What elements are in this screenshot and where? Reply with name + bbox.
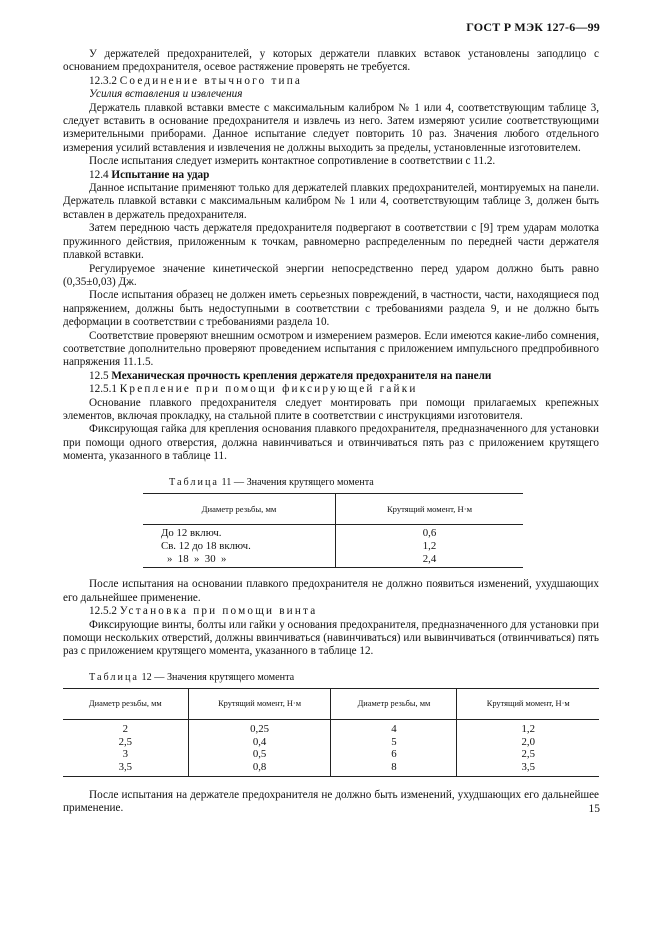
- section-title: Испытание на удар: [111, 168, 210, 181]
- section-heading-12-5-2: [63, 605, 599, 618]
- paragraph: Фиксирующие винты, болты или гайки у основания предохранителя, предназначенного для установки при помощи нескольких отверстий, должны ввинчиваться (навинчиваться) или вывинчиваться (отвинчиваться) пять раз с приложением крутящего момента, указанного в таблице 12.: [63, 618, 599, 658]
- table-row: [63, 748, 599, 761]
- document-body: [63, 48, 599, 815]
- section-heading-12-3-2: [63, 75, 599, 88]
- table-row: [143, 525, 523, 540]
- table-label: Таблица: [89, 671, 139, 683]
- table-12-caption: [63, 671, 599, 684]
- table-cell: 2,4: [336, 553, 524, 568]
- table-caption-text: 12 — Значения крутящего момента: [141, 671, 295, 683]
- section-number: 12.5.2: [89, 605, 117, 618]
- table-row: [63, 720, 599, 736]
- column-header: Крутящий момент, Н·м: [336, 494, 524, 525]
- section-number: 12.4: [89, 168, 109, 181]
- paragraph: Затем переднюю часть держателя предохранителя подвергают в соответствии с [9] трем ударам молотка пружинного действия, приложенным к точкам, равномерно распределенным по передней части держателя плавкой вставки.: [63, 222, 599, 262]
- section-number: 12.5.1: [89, 383, 117, 396]
- table-cell: 0,4: [188, 736, 331, 749]
- section-title: Соединение втычного типа: [119, 74, 303, 87]
- table-cell: 5: [331, 736, 457, 749]
- paragraph: После испытания на основании плавкого предохранителя не должно появиться изменений, ухудшающих его дальнейшее применение.: [63, 578, 599, 604]
- section-title: Установка при помощи винта: [119, 605, 318, 618]
- paragraph: Регулируемое значение кинетической энергии непосредственно перед ударом должно быть равно (0,35±0,03) Дж.: [63, 262, 599, 288]
- table-cell: 3: [63, 748, 188, 761]
- table-cell: » 18 » 30 »: [143, 553, 336, 568]
- paragraph: После испытания следует измерить контактное сопротивление в соответствии с 11.2.: [89, 155, 496, 168]
- section-heading-12-4: [63, 169, 599, 182]
- paragraph: После испытания на держателе предохранителя не должно быть изменений, ухудшающих его дальнейшее применение.: [63, 788, 599, 815]
- column-header: Диаметр резьбы, мм: [143, 494, 336, 525]
- table-cell: Св. 12 до 18 включ.: [143, 540, 336, 553]
- table-cell: 3,5: [457, 761, 599, 776]
- table-row: [143, 540, 523, 553]
- table-row: [143, 553, 523, 568]
- table-cell: 6: [331, 748, 457, 761]
- paragraph: Держатель плавкой вставки вместе с максимальным калибром № 1 или 4, соответствующим таблице 3, следует вставить в основание предохранителя и извлечь из него. Затем измеряют усилие соответствующими измерительными приборами. Данное испытание следует повторить 10 раз. Значения любого отдельного измерения усилий вставления и извлечения не должны выходить за пределы, установленные изготовителем.: [63, 101, 599, 154]
- table-12: [63, 688, 599, 776]
- table-cell: 2: [63, 720, 188, 736]
- paragraph: Данное испытание применяют только для держателей плавких предохранителей, монтируемых на панели. Держатель плавкой вставки с максимальным калибром № 1 или 4, соответствующим таблице 3, должен быть вставлен в держатель предохранителя.: [63, 182, 599, 221]
- section-heading-12-5: [63, 370, 599, 383]
- table-cell: 4: [331, 720, 457, 736]
- table-label: Таблица: [169, 476, 219, 488]
- table-header-row: [63, 689, 599, 720]
- section-number: 12.5: [89, 369, 109, 382]
- section-number: 12.3.2: [89, 74, 117, 87]
- table-cell: 1,2: [422, 539, 437, 552]
- subsection-heading: Усилия вставления и извлечения: [89, 88, 243, 101]
- page-number: 15: [588, 803, 600, 815]
- table-cell: До 12 включ.: [143, 525, 336, 540]
- table-cell: 8: [331, 761, 457, 776]
- table-row: [63, 761, 599, 776]
- column-header: Диаметр резьбы, мм: [331, 689, 457, 720]
- paragraph: После испытания образец не должен иметь серьезных повреждений, в частности, части, находящиеся под напряжением, должны быть недоступными в соответствии с требованиями раздела 9, и не должно быть деформации в соответствии с требованиями раздела 10.: [63, 289, 599, 329]
- column-header: Диаметр резьбы, мм: [63, 689, 188, 720]
- table-cell: 2,0: [521, 735, 535, 748]
- document-header: ГОСТ Р МЭК 127-6—99: [466, 20, 600, 34]
- table-cell: 0,8: [188, 761, 331, 776]
- table-header-row: [143, 494, 523, 525]
- paragraph: Основание плавкого предохранителя следует монтировать при помощи прилагаемых крепежных элементов, включая прокладку, на стальной плите в соответствии с инструкциями изготовителя.: [63, 396, 599, 422]
- table-11: [143, 493, 523, 568]
- paragraph: Соответствие проверяют внешним осмотром и измерением размеров. Если имеются какие-либо сомнения, соответствие дополнительно проверяют проведением испытания с приложением импульсного предпробивного напряжения 11.1.5.: [63, 329, 599, 369]
- table-cell: 0,6: [422, 527, 437, 539]
- table-cell: 2,5: [63, 736, 188, 749]
- paragraph: У держателей предохранителей, у которых держатели плавких вставок установлены заподлицо с основанием предохранителя, осевое растяжение проверять не требуется.: [63, 48, 599, 74]
- table-caption-text: 11 — Значения крутящего момента: [221, 476, 374, 488]
- section-title: Крепление при помощи фиксирующей гайки: [119, 383, 418, 396]
- table-cell: 2,5: [521, 748, 535, 761]
- table-11-caption: [63, 476, 599, 489]
- column-header: Крутящий момент, Н·м: [457, 689, 599, 720]
- table-cell: 3,5: [63, 761, 188, 776]
- section-title: Механическая прочность крепления держателя предохранителя на панели: [111, 369, 492, 382]
- table-cell: 1,2: [521, 723, 535, 736]
- section-heading-12-5-1: [63, 383, 599, 396]
- column-header: Крутящий момент, Н·м: [188, 689, 331, 720]
- table-row: [63, 736, 599, 749]
- table-cell: 0,5: [188, 748, 331, 761]
- table-cell: 0,25: [188, 720, 331, 736]
- paragraph: Фиксирующая гайка для крепления основания плавкого предохранителя, предназначенного для установки при помощи одного отверстия, должна навинчиваться и отвинчиваться пять раз с приложением крутящего момента, указанного в таблице 11.: [63, 423, 599, 463]
